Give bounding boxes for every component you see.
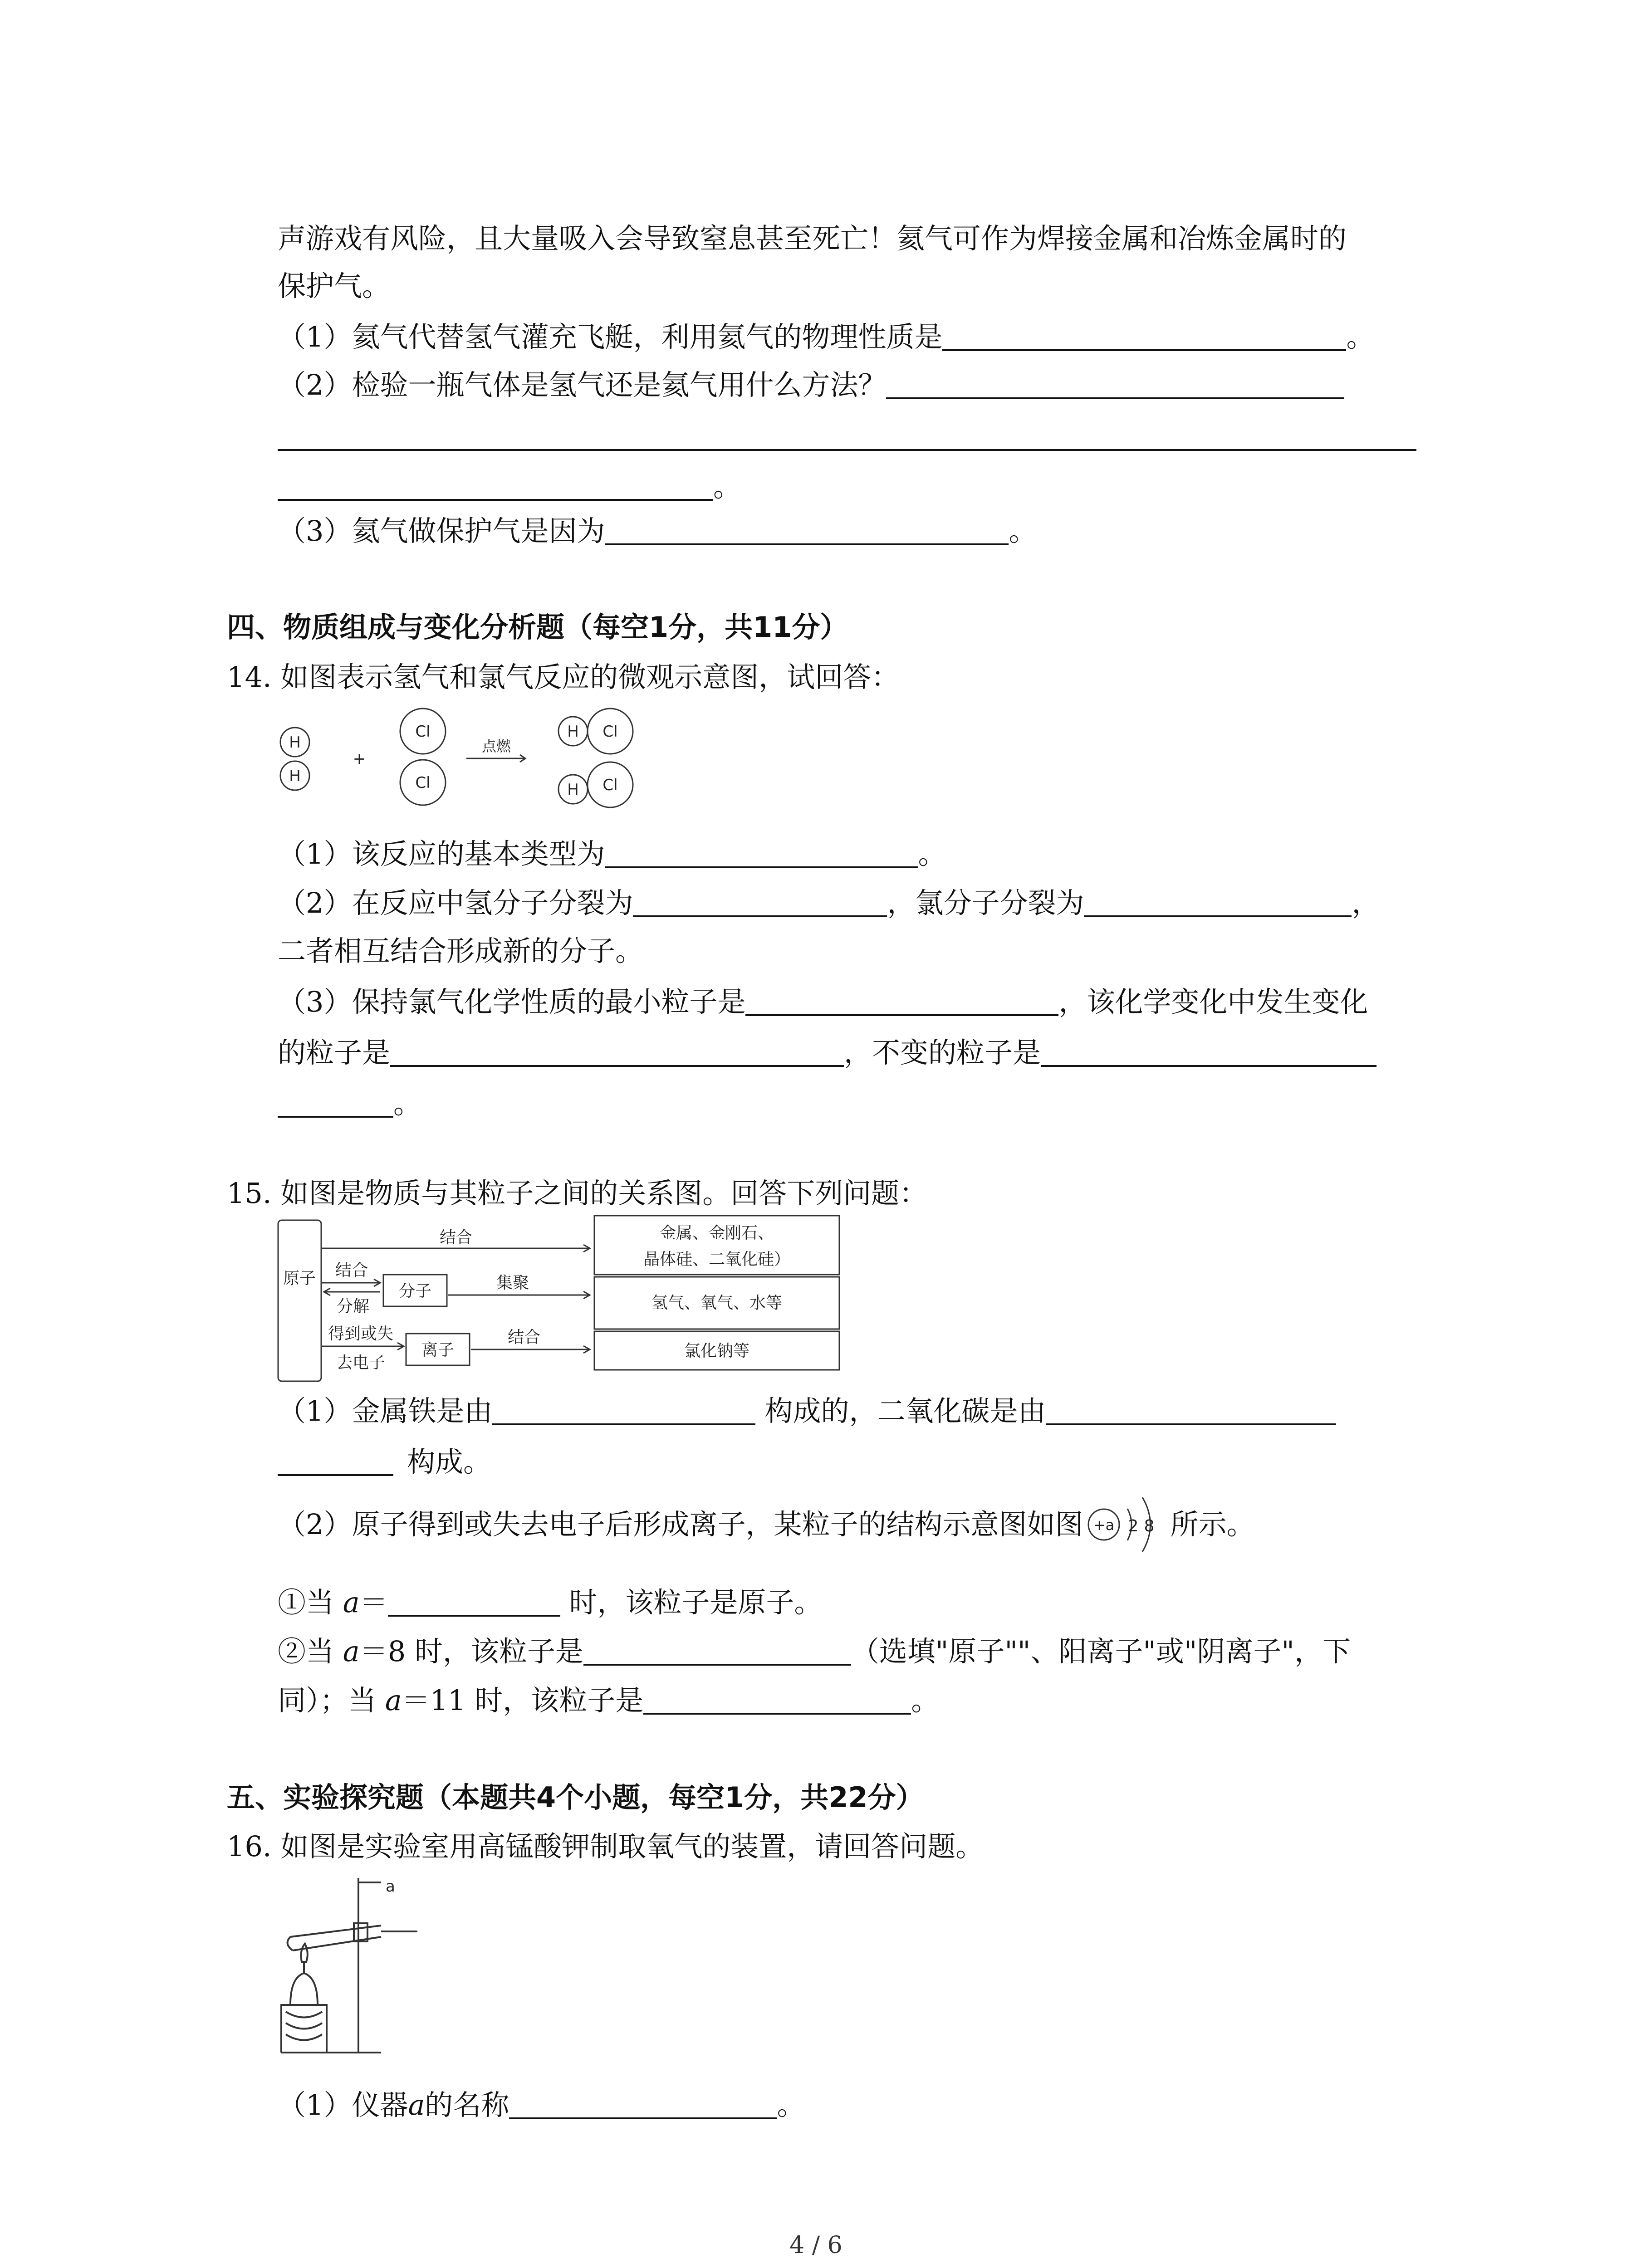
substance-box-1-line1: 金属、金刚石、: [659, 1224, 774, 1242]
q14-part2-text-a: （2）在反应中氢分子分裂为: [278, 886, 633, 919]
combine-bottom-label: 结合: [507, 1328, 541, 1347]
q15-sub3-text-b: ＝11 时，该粒子是: [402, 1684, 644, 1717]
q13-part3-end: 。: [1009, 514, 1037, 547]
q13-part2-end: 。: [713, 470, 742, 503]
substance-box-2-text: 氢气、氧气、水等: [651, 1294, 783, 1312]
q15-sub1-text-a: ①当: [278, 1586, 343, 1619]
test-tube-end: [288, 1937, 293, 1950]
section5-heading: 五、实验探究题（本题共4个小题，每空1分，共22分）: [227, 1781, 924, 1814]
q15-relation-diagram: [277, 1211, 844, 1383]
q14-part1-text: （1）该反应的基本类型为: [278, 837, 605, 870]
q15-sub2-blank[interactable]: [583, 1638, 851, 1666]
q15-sub2-text-c: （选填"原子""、阳离子"或"阴离子"，下: [851, 1635, 1351, 1668]
q16-part1-blank[interactable]: [509, 2092, 777, 2119]
h-label-1: H: [289, 733, 301, 752]
apparatus-label-a: a: [386, 1877, 395, 1896]
q13-part1: [278, 320, 1375, 353]
decompose-label: 分解: [336, 1297, 370, 1316]
q14-part3-text-a: （3）保持氯气化学性质的最小粒子是: [278, 985, 746, 1018]
q14-part3-text-d: ，不变的粒子是: [844, 1036, 1041, 1069]
q14-stem: 14. 如图表示氢气和氯气反应的微观示意图，试回答：: [227, 660, 900, 694]
q15-part1-blank-b[interactable]: [1046, 1398, 1336, 1425]
q13-part2-blank-b[interactable]: [278, 449, 1416, 451]
q15-part1-text-c: 构成。: [407, 1445, 492, 1478]
q13-part2-blank-a[interactable]: [886, 372, 1344, 399]
q15-part1-blank-c[interactable]: [278, 1449, 393, 1476]
q13-part1-blank[interactable]: [942, 324, 1346, 351]
q16-part1: [278, 2088, 805, 2121]
q15-sub2-var: a: [343, 1635, 360, 1668]
q15-part1-text-b: 构成的，二氧化碳是由: [764, 1394, 1046, 1427]
substance-box-3-text: 氯化钠等: [684, 1342, 750, 1360]
q16-part1-text-a: （1）仪器: [278, 2088, 408, 2121]
q14-part3-line3: [278, 1087, 422, 1120]
page-number: 4 / 6: [789, 2232, 843, 2259]
q15-part2-text-a: （2）原子得到或失去电子后形成离子，某粒子的结构示意图如图: [278, 1508, 1083, 1541]
nucleus-label: +a: [1093, 1516, 1115, 1534]
q14-part3-blank-d[interactable]: [278, 1090, 393, 1118]
hcl-cl-label-1: Cl: [603, 723, 618, 741]
shell1-label: 2: [1128, 1516, 1139, 1535]
q15-part1-line2: [278, 1445, 492, 1478]
q15-sub1: [278, 1586, 823, 1619]
q14-part3-blank-c[interactable]: [1041, 1040, 1376, 1067]
q15-part2-text-b: 所示。: [1170, 1508, 1255, 1541]
q13-part2-line3: [278, 470, 742, 503]
alcohol-lamp: [290, 1973, 318, 2005]
condition-label: 点燃: [481, 738, 511, 755]
ion-label: 离子: [421, 1341, 455, 1359]
gain-lose-label-1: 得到或失: [328, 1325, 394, 1343]
q15-sub2: [278, 1637, 1351, 1666]
ion-structure-diagram: [1086, 1486, 1167, 1563]
q14-part1-blank[interactable]: [605, 841, 918, 868]
q15-part1-blank-a[interactable]: [492, 1398, 755, 1425]
q15-sub1-blank[interactable]: [388, 1589, 560, 1617]
section4-heading: 四、物质组成与变化分析题（每空1分，共11分）: [227, 611, 848, 644]
atom-box: [278, 1220, 321, 1381]
plus-sign: +: [353, 750, 366, 768]
q14-part1: [278, 837, 946, 870]
q14-part2-blank-b[interactable]: [1084, 890, 1352, 917]
q14-part3-text-b: ，该化学变化中发生变化: [1058, 985, 1368, 1018]
q13-part3-text: （3）氦气做保护气是因为: [278, 514, 605, 547]
q13-part2-blank-c[interactable]: [278, 474, 713, 501]
q16-part1-end: 。: [777, 2088, 805, 2121]
q15-sub1-text-c: 时，该粒子是原子。: [560, 1586, 823, 1619]
q16-apparatus-diagram: [272, 1873, 426, 2064]
q15-part2: [278, 1510, 1254, 1540]
q13-part3-blank[interactable]: [605, 518, 1009, 545]
combine-top-label: 结合: [439, 1228, 473, 1247]
q15-sub2-text-b: ＝8 时，该粒子是: [359, 1635, 583, 1668]
q15-sub3-text-a: 同）；当: [278, 1684, 385, 1717]
shell2-label: 8: [1144, 1516, 1155, 1535]
q14-part3-blank-b[interactable]: [390, 1040, 844, 1067]
q15-sub1-text-b: ＝: [359, 1586, 388, 1619]
q13-text-line1: 声游戏有风险，且大量吸入会导致窒息甚至死亡！氦气可作为焊接金属和冶炼金属时的: [278, 222, 1347, 255]
h-label-2: H: [289, 767, 301, 785]
q14-part2-text-c: ，: [1352, 886, 1380, 919]
atom-label: 原子: [283, 1269, 316, 1288]
q15-sub3-var: a: [385, 1684, 402, 1717]
q13-part3: [278, 514, 1037, 547]
cl-label-2: Cl: [415, 774, 431, 792]
cl-label-1: Cl: [415, 723, 431, 741]
q13-part1-text: （1）氦气代替氢气灌充飞艇，利用氦气的物理性质是: [278, 320, 943, 353]
q15-sub3: [278, 1686, 939, 1715]
q13-part1-end: 。: [1346, 320, 1375, 353]
q14-part2: [278, 886, 1380, 919]
q15-part1: [278, 1394, 1336, 1427]
q14-part3-blank-a[interactable]: [745, 989, 1058, 1016]
hcl-h-label-2: H: [567, 781, 579, 799]
q15-sub2-text-a: ②当: [278, 1635, 343, 1668]
wood-grain: [286, 2012, 322, 2040]
q14-part3: [278, 985, 1368, 1018]
q14-part3-line2: [278, 1036, 1376, 1069]
q14-part3-text-c: 的粒子是: [278, 1036, 391, 1069]
substance-box-1-line2: 晶体硅、二氧化硅）: [643, 1250, 791, 1269]
q15-sub3-end: 。: [911, 1684, 940, 1717]
q14-part2-blank-a[interactable]: [633, 890, 887, 917]
combine-mid-label: 结合: [335, 1261, 368, 1280]
q14-part1-end: 。: [918, 837, 946, 870]
q16-part1-text-b: 的名称: [425, 2088, 509, 2121]
gather-label: 集聚: [496, 1274, 529, 1292]
lamp-flame: [301, 1944, 308, 1962]
q14-part2-text-b: ，氯分子分裂为: [887, 886, 1084, 919]
q13-text-line2: 保护气。: [278, 269, 391, 303]
gain-lose-label-2: 去电子: [336, 1354, 386, 1372]
hcl-cl-label-2: Cl: [603, 776, 618, 794]
q14-part3-end: 。: [393, 1087, 422, 1120]
molecule-label: 分子: [398, 1282, 432, 1300]
q15-stem: 15. 如图是物质与其粒子之间的关系图。回答下列问题：: [227, 1177, 928, 1210]
q14-reaction-diagram: [272, 708, 699, 826]
q14-part2-line2: 二者相互结合形成新的分子。: [278, 934, 644, 968]
q16-part1-var: a: [408, 2088, 425, 2121]
hcl-h-label-1: H: [567, 723, 579, 741]
q15-sub1-var: a: [343, 1586, 360, 1619]
q16-stem: 16. 如图是实验室用高锰酸钾制取氧气的装置，请回答问题。: [227, 1830, 984, 1863]
q13-part2-text: （2）检验一瓶气体是氢气还是氦气用什么方法？: [278, 368, 887, 401]
q15-part1-text-a: （1）金属铁是由: [278, 1394, 493, 1427]
q13-part2: [278, 368, 1344, 401]
q15-sub3-blank[interactable]: [643, 1687, 911, 1715]
